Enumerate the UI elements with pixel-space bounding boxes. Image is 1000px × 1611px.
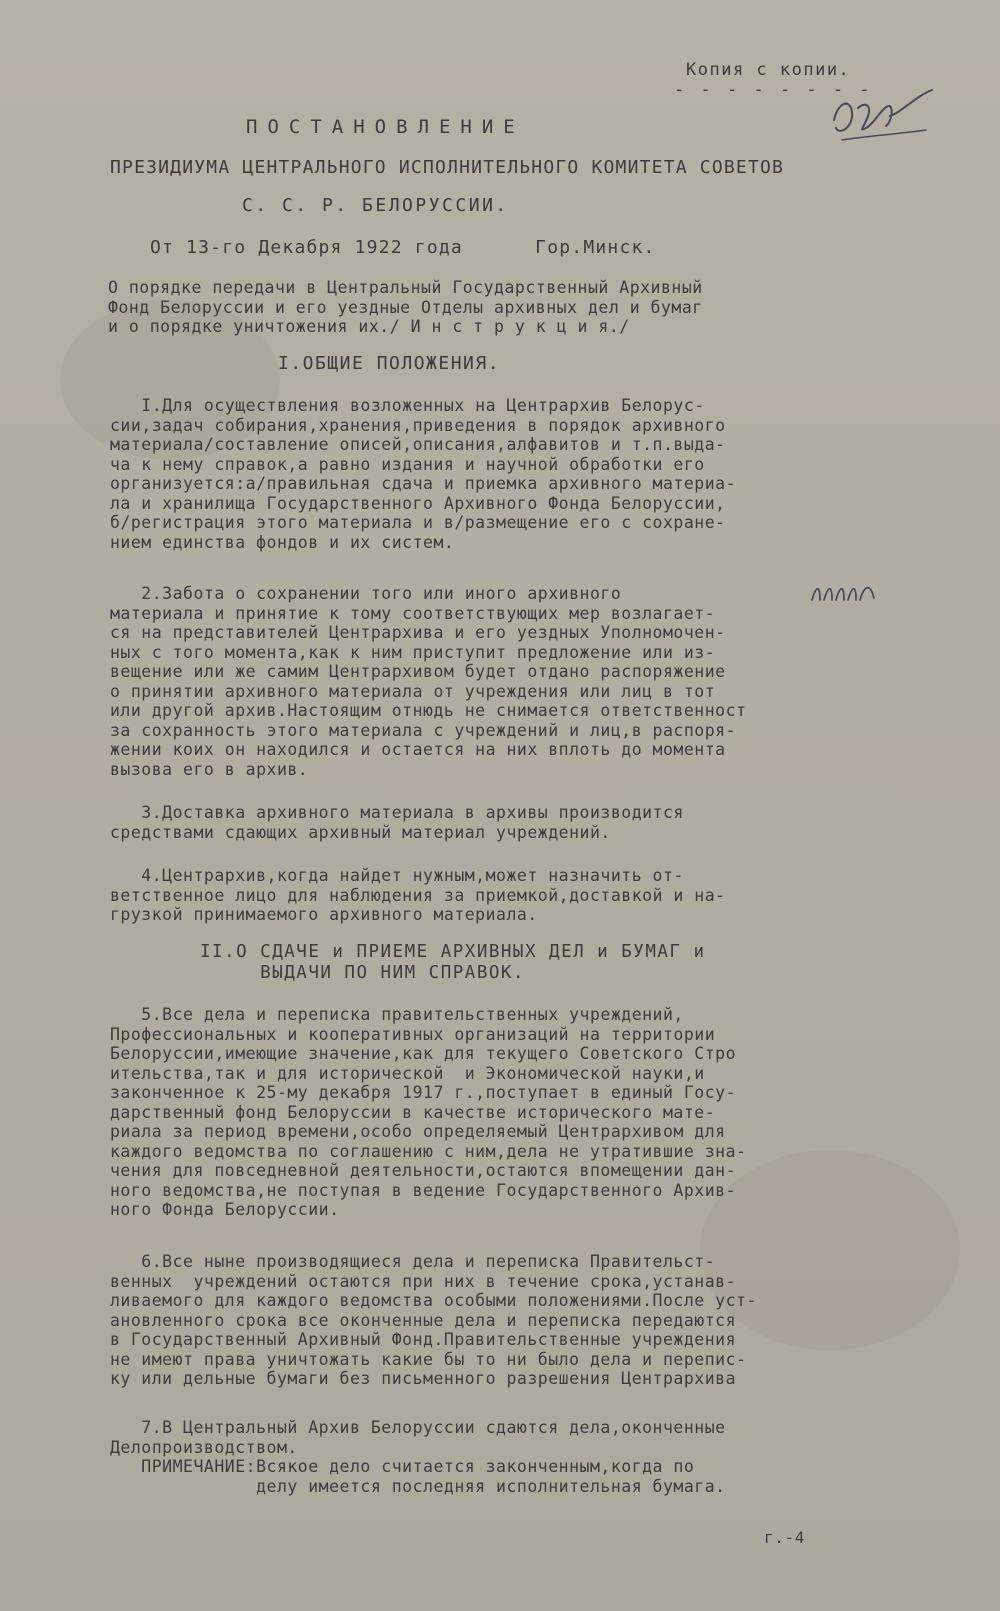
paragraph-line: каждого ведомства по соглашению с ним,дела не утратившие зна- — [110, 1141, 747, 1161]
paragraph-line: б/регистрация этого материала и в/размещение его с сохране- — [110, 513, 726, 532]
copy-note-underline: - - - - - - - - — [674, 80, 873, 100]
paragraph-line: Профессиональных и кооперативных организаций на территории — [110, 1024, 716, 1044]
paragraph-4 — [110, 866, 726, 925]
paragraph-line: венных учреждений остаются при них в течение срока,устанав- — [110, 1271, 737, 1291]
paragraph-3 — [110, 803, 684, 842]
paragraph-line: вызова его в архив. — [110, 759, 309, 779]
paragraph-line: ановленного срока все оконченные дела и переписка передаются — [110, 1310, 737, 1330]
paragraph-line: или другой архив.Настоящим отнюдь не снимается ответственност — [110, 701, 747, 720]
heading-line: II.О СДАЧЕ и ПРИЕМЕ АРХИВНЫХ ДЕЛ и БУМАГ и — [200, 942, 706, 962]
paragraph-line: I.Для осуществления возложенных на Центрархив Белорус- — [110, 396, 705, 415]
copy-note: Копия с копии. — [686, 60, 851, 80]
paragraph-line: ных с того момента,как к ним приступит предложение или из- — [110, 642, 716, 662]
note-line: ПРИМЕЧАНИЕ:Всякое дело считается законченным,когда по — [110, 1457, 695, 1476]
paragraph-7 — [110, 1418, 726, 1496]
paragraph-line: 6.Все ныне производящиеся дела и переписка Правительст- — [110, 1252, 716, 1271]
paragraph-line: в Государственный Архивный Фонд.Правительственные учреждения — [110, 1330, 737, 1349]
paragraph-line: о принятии архивного материала от учреждения или лиц в тот — [110, 681, 716, 701]
document-title-republic: С. С. Р. БЕЛОРУССИИ. — [242, 195, 509, 216]
paragraph-line: риала за период времени,особо определяемый Центрархивом для — [110, 1122, 726, 1141]
paragraph-line: материала и принятие к тому соответствующих мер возлагает- — [110, 603, 716, 623]
paragraph-line: 7.В Центральный Архив Белоруссии сдаются дела,оконченные — [110, 1418, 726, 1437]
page-mark: г.-4 — [764, 1528, 805, 1547]
paragraph-line: за сохранность этого материала с учреждений и лиц,в распоря- — [110, 720, 737, 740]
paragraph-line: 4.Центрархив,когда найдет нужным,может назначить от- — [110, 866, 684, 885]
paragraph-line: ветственное лицо для наблюдения за приемкой,доставкой и на- — [110, 885, 726, 905]
heading-line: ВЫДАЧИ ПО НИМ СПРАВОК. — [200, 963, 525, 983]
paragraph-line: материала/составление описей,описания,алфавитов и т.п.выда- — [110, 435, 726, 454]
paragraph-line: нием единства фондов и их систем. — [110, 532, 455, 552]
paragraph-line: организуется:а/правильная сдача и приемка архивного материа- — [110, 474, 737, 493]
paragraph-line: законченное к 25-му декабря 1917 г.,поступает в единый Госу- — [110, 1083, 737, 1102]
paragraph-line: ного Фонда Белоруссии. — [110, 1200, 340, 1219]
paragraph-5 — [110, 1005, 746, 1220]
paragraph-line: 2.Забота о сохранении того или иного архивного — [110, 584, 622, 603]
paragraph-line: вещение или же самим Центрархивом будет отдано распоряжение — [110, 662, 726, 681]
paragraph-line: не имеют права уничтожать какие бы то ни было дела и перепис- — [110, 1349, 747, 1369]
subject-line: О порядке передачи в Центральный Государственный Архивный — [108, 278, 703, 297]
margin-handwritten-mark — [808, 578, 886, 606]
paragraph-2 — [110, 584, 746, 779]
paragraph-line: ного ведомства,не поступая в ведение Государственного Архив- — [110, 1180, 737, 1200]
subject-line: и о порядке уничтожения их./ И н с т р у к ц и я./ — [108, 317, 630, 336]
paragraph-1 — [110, 396, 736, 552]
subject-block — [108, 278, 703, 337]
paragraph-line: ла и хранилища Государственного Архивного Фонда Белоруссии, — [110, 493, 726, 513]
paragraph-line: грузкой принимаемого архивного материала. — [110, 905, 538, 924]
section-1-heading: I.ОБЩИЕ ПОЛОЖЕНИЯ. — [278, 353, 501, 374]
subject-line: Фонд Белоруссии и его уездные Отделы архивных дел и бумаг — [108, 297, 703, 317]
paragraph-line: ливаемого для каждого ведомства особыми положениями.После уст- — [110, 1291, 757, 1310]
paragraph-line: жении коих он находился и остается на них вплоть до момента — [110, 740, 726, 759]
paragraph-line: сии,задач собирания,хранения,приведения в порядок архивного — [110, 415, 726, 435]
date-and-place: От 13-го Декабря 1922 года Гор.Минск. — [150, 237, 656, 258]
paragraph-line: ся на представителей Центрархива и его уездных Уполномочен- — [110, 623, 726, 642]
paragraph-line: Белоруссии,имеющие значение,как для текущего Советского Стро — [110, 1044, 737, 1063]
note-line: делу имеется последняя исполнительная бумага. — [110, 1476, 726, 1496]
paragraph-6 — [110, 1252, 757, 1389]
paragraph-line: чения для повседневной деятельности,остаются впомещении дан- — [110, 1161, 737, 1180]
paragraph-line: ча к нему справок,а равно издания и научной обработки его — [110, 454, 705, 474]
handwritten-signature — [828, 82, 938, 144]
paragraph-line: 5.Все дела и переписка правительственных учреждений, — [110, 1005, 684, 1024]
document-title-issuer: ПРЕЗИДИУМА ЦЕНТРАЛЬНОГО ИСПОЛНИТЕЛЬНОГО КОМИТЕТА СОВЕТОВ — [110, 157, 785, 178]
paragraph-line: 3.Доставка архивного материала в архивы производится — [110, 803, 684, 822]
paragraph-line: ку или дельные бумаги без письменного разрешения Центрархива — [110, 1369, 737, 1388]
section-2-heading — [200, 942, 706, 984]
document-title: ПОСТАНОВЛЕНИЕ — [246, 116, 525, 138]
paragraph-line: Делопроизводством. — [110, 1437, 298, 1457]
paragraph-line: средствами сдающих архивный материал учреждений. — [110, 822, 611, 842]
paragraph-line: ительства,так и для исторической и Экономической науки,и — [110, 1063, 705, 1083]
paragraph-line: дарственный фонд Белоруссии в качестве исторического мате- — [110, 1102, 716, 1122]
